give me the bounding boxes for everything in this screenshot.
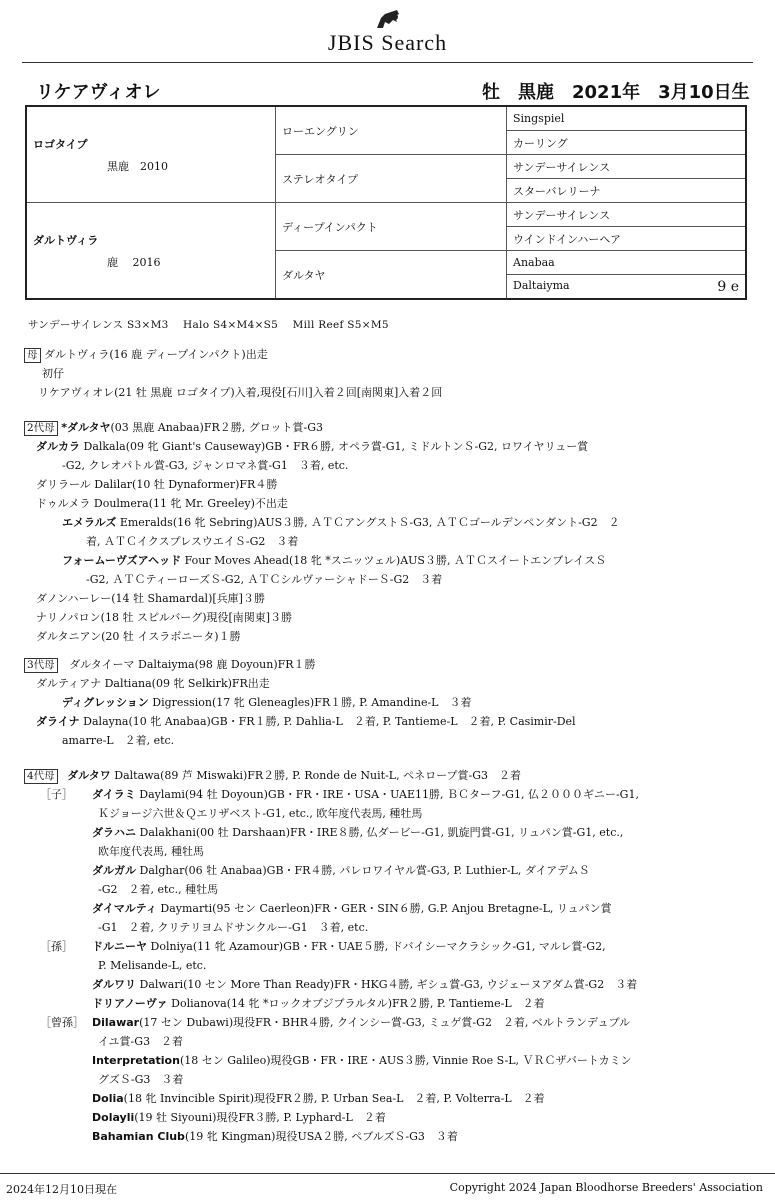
horse-record: イユ賞-G3 ２着: [98, 1035, 184, 1048]
horse-record: 欧年度代表馬, 種牡馬: [98, 845, 204, 858]
dam-line: リケアヴィオレ(21 牡 黒鹿 ロゴタイプ)入着,現役[石川]入着２回[南関東]入着２回: [38, 386, 443, 399]
horse-link[interactable]: Dolia: [92, 1092, 124, 1105]
g2-cell[interactable]: ディープインパクト: [276, 203, 507, 251]
gen4-lines: [24, 785, 754, 1146]
section-label: 母: [24, 348, 41, 363]
offspring-line: [24, 1108, 754, 1127]
horse-link[interactable]: Bahamian Club: [92, 1130, 185, 1143]
g3-cell[interactable]: ウインドインハーヘア: [507, 227, 747, 251]
gen4-section: [24, 766, 754, 1146]
g3-cell[interactable]: サンデーサイレンス: [507, 155, 747, 179]
offspring-line: [24, 712, 754, 731]
g3-cell[interactable]: カーリング: [507, 131, 747, 155]
g3-name[interactable]: Daltaiyma: [513, 278, 570, 292]
sire-name[interactable]: ロゴタイプ: [33, 137, 88, 151]
gen3-section: [24, 655, 754, 750]
horse-record: amarre-L ２着, etc.: [62, 734, 175, 747]
offspring-line: [24, 842, 754, 861]
footer-date: 2024年12月10日現在: [6, 1183, 117, 1196]
offspring-line: [24, 861, 754, 880]
horse-record: ドゥルメラ Doulmera(11 牝 Mr. Greeley)不出走: [36, 497, 288, 510]
footer-copyright: Copyright 2024 Japan Bloodhorse Breeders' Association: [449, 1181, 763, 1194]
offspring-line: [24, 693, 754, 712]
offspring-line: [24, 532, 754, 551]
offspring-line: [24, 1032, 754, 1051]
horse-record: 着, ＡＴＣイクスプレスウエイＳ-G2 ３着: [86, 535, 299, 548]
offspring-line: [24, 570, 754, 589]
horse-link[interactable]: ダイマルティ: [92, 902, 157, 915]
horse-record: Dalakhani(00 牡 Darshaan)FR・IRE８勝, 仏ダービー-G1, 凱旋門賞-G1, リュパン賞-G1, etc.,: [136, 826, 624, 839]
offspring-line: [24, 785, 754, 804]
dam-line: ダルトヴィラ(16 鹿 ディープインパクト)出走: [44, 348, 268, 361]
offspring-line: [24, 475, 754, 494]
dam-detail: 鹿 2016: [107, 255, 161, 269]
header-rule: [22, 62, 753, 63]
horse-info: 牡 黒鹿 2021年 3月10日生: [482, 82, 750, 103]
horse-record: (18 牝 Invincible Spirit)現役FR２勝, P. Urban Sea-L ２着, P. Volterra-L ２着: [123, 1092, 545, 1105]
horse-record: Dalghar(06 牡 Anabaa)GB・FR４勝, パレロワイヤル賞-G3, P. Luthier-L, ダイアデムＳ: [136, 864, 590, 877]
horse-record: -G2, クレオパトル賞-G3, ジャンロマネ賞-G1 ３着, etc.: [62, 459, 349, 472]
dam-name[interactable]: ダルトヴィラ: [33, 233, 99, 247]
offspring-line: [24, 899, 754, 918]
sire-cell: [26, 106, 276, 203]
horse-record: Digression(17 牝 Gleneagles)FR１勝, P. Amandine-L ３着: [148, 696, 472, 709]
g3-cell[interactable]: Singspiel: [507, 106, 747, 131]
logo-text: JBIS Search: [327, 30, 448, 55]
relation-tag: ［曾孫］: [40, 1016, 84, 1029]
dam-section: [24, 345, 754, 402]
offspring-line: [24, 551, 754, 570]
g3-cell[interactable]: Anabaa: [507, 251, 747, 275]
offspring-line: [24, 731, 754, 750]
g2-cell[interactable]: ダルタヤ: [276, 251, 507, 300]
horse-link[interactable]: ダイラミ: [92, 788, 136, 801]
horse-record: Four Moves Ahead(18 牝 *スニッツェル)AUS３勝, ＡＴＣスイートエンブレイスＳ: [181, 554, 607, 567]
family-number: 9 e: [717, 278, 739, 295]
horse-link[interactable]: フォームーヴズアヘッド: [62, 554, 182, 567]
horse-link[interactable]: Dilawar: [92, 1016, 140, 1029]
offspring-line: [24, 494, 754, 513]
offspring-line: [24, 674, 754, 693]
gen2-section: [24, 418, 754, 646]
horse-link[interactable]: ダライナ: [36, 715, 80, 728]
gen2-lines: [24, 437, 754, 646]
pedigree-table: [25, 105, 747, 300]
dam-line: 初仔: [42, 367, 64, 380]
horse-link[interactable]: ドルニーヤ: [92, 940, 147, 953]
horse-record: -G2, ＡＴＣティーローズＳ-G2, ＡＴＣシルヴァーシャドーＳ-G2 ３着: [86, 573, 443, 586]
gen2-head-rest: (03 黒鹿 Anabaa)FR２勝, グロット賞-G3: [110, 421, 324, 434]
horse-record: Daylami(94 牡 Doyoun)GB・FR・IRE・USA・UAE11勝, ＢＣターフ-G1, 仏２０００ギニー-G1,: [135, 788, 639, 801]
offspring-line: [24, 1070, 754, 1089]
horse-link[interactable]: ダルガル: [92, 864, 136, 877]
horse-record: Daymarti(95 セン Caerleon)FR・GER・SIN６勝, G.P. Anjou Bretagne-L, リュパン賞: [156, 902, 612, 915]
g2-cell[interactable]: ローエングリン: [276, 106, 507, 155]
horse-record: Dalwari(10 セン More Than Ready)FR・HKG４勝, ギシュ賞-G3, ウジェーヌアダム賞-G2 ３着: [136, 978, 638, 991]
horse-link[interactable]: ディグレッション: [62, 696, 149, 709]
horse-record: (19 牡 Siyouni)現役FR３勝, P. Lyphard-L ２着: [134, 1111, 386, 1124]
offspring-line: [24, 627, 754, 646]
horse-record: ダリラール Dalilar(10 牡 Dynaformer)FR４勝: [36, 478, 278, 491]
horse-link[interactable]: ダルワリ: [92, 978, 136, 991]
horse-record: -G1 ２着, クリテリヨムドサンクルー-G1 ３着, etc.: [98, 921, 369, 934]
relation-tag: ［孫］: [40, 940, 73, 953]
horse-record: (19 牝 Kingman)現役USA２勝, ペブルズＳ-G3 ３着: [184, 1130, 458, 1143]
gen3-head: ダルタイーマ Daltaiyma(98 鹿 Doyoun)FR１勝: [69, 658, 316, 671]
gen4-head-name: ダルタワ: [67, 769, 111, 782]
horse-link[interactable]: ダラハニ: [92, 826, 136, 839]
offspring-line: [24, 1051, 754, 1070]
horse-record: (18 セン Galileo)現役GB・FR・IRE・AUS３勝, Vinnie Roe S-L, ＶＲＣザバートカミン: [179, 1054, 632, 1067]
horse-link[interactable]: Interpretation: [92, 1054, 180, 1067]
horse-record: Dalayna(10 牝 Anabaa)GB・FR１勝, P. Dahlia-L ２着, P. Tantieme-L ２着, P. Casimir-Del: [79, 715, 576, 728]
offspring-line: [24, 1013, 754, 1032]
horse-record: -G2 ２着, etc., 種牡馬: [98, 883, 219, 896]
horse-record: ナリノパロン(18 牡 スピルバーグ)現役[南関東]３勝: [36, 611, 293, 624]
gen3-lines: [24, 674, 754, 750]
footer-rule: [0, 1173, 775, 1174]
horse-record: ダルタニアン(20 牡 イスラボニータ)１勝: [36, 630, 241, 643]
offspring-line: [24, 456, 754, 475]
dam-cell: [26, 203, 276, 300]
offspring-line: [24, 437, 754, 456]
offspring-line: [24, 513, 754, 532]
horse-record: ダルティアナ Daltiana(09 牝 Selkirk)FR出走: [36, 677, 270, 690]
horse-record: (17 セン Dubawi)現役FR・BHR４勝, クインシー賞-G3, ミュゲ賞-G2 ２着, ベルトランデュブル: [139, 1016, 631, 1029]
horse-logo-icon: [371, 8, 405, 32]
horse-record: Dolianova(14 牝 *ロックオブジブラルタル)FR２勝, P. Tantieme-L ２着: [167, 997, 545, 1010]
offspring-line: [24, 937, 754, 956]
gen4-head-rest: Daltawa(89 芦 Miswaki)FR２勝, P. Ronde de Nuit-L, ペネロープ賞-G3 ２着: [110, 769, 522, 782]
offspring-line: [24, 918, 754, 937]
horse-record: Dalkala(09 牝 Giant's Causeway)GB・FR６勝, オペラ賞-G1, ミドルトンＳ-G2, ロワイヤリュー賞: [80, 440, 589, 453]
horse-link[interactable]: エメラルズ: [62, 516, 117, 529]
g3-cell-last: [507, 275, 747, 300]
horse-record: P. Melisande-L, etc.: [98, 959, 207, 972]
sire-detail: 黒鹿 2010: [107, 159, 168, 173]
gen2-head-name: *ダルタヤ: [61, 421, 111, 434]
g2-cell[interactable]: ステレオタイプ: [276, 155, 507, 203]
horse-link[interactable]: ドリアノーヴァ: [92, 997, 168, 1010]
relation-tag: ［子］: [40, 788, 73, 801]
offspring-line: [24, 823, 754, 842]
section-label: 3代母: [24, 658, 58, 673]
horse-record: Ｋジョージ六世＆Ｑエリザベスト-G1, etc., 欧年度代表馬, 種牡馬: [98, 807, 423, 820]
section-label: 4代母: [24, 769, 58, 784]
offspring-line: [24, 956, 754, 975]
horse-record: グズＳ-G3 ３着: [98, 1073, 184, 1086]
horse-link[interactable]: ダルカラ: [36, 440, 80, 453]
offspring-line: [24, 880, 754, 899]
horse-record: Emeralds(16 牝 Sebring)AUS３勝, ＡＴＣアングストＳ-G3, ＡＴＣゴールデンペンダント-G2 ２: [116, 516, 620, 529]
jbis-logo[interactable]: [0, 8, 775, 56]
offspring-line: [24, 804, 754, 823]
g3-cell[interactable]: スターバレリーナ: [507, 179, 747, 203]
section-label: 2代母: [24, 421, 58, 436]
horse-link[interactable]: Dolayli: [92, 1111, 135, 1124]
horse-record: Dolniya(11 牝 Azamour)GB・FR・UAE５勝, ドバイシーマクラシック-G1, マルレ賞-G2,: [147, 940, 606, 953]
offspring-line: [24, 1127, 754, 1146]
offspring-line: [24, 994, 754, 1013]
inbreeding-line: サンデーサイレンス S3×M3 Halo S4×M4×S5 Mill Reef S5×M5: [28, 319, 389, 331]
g3-cell[interactable]: サンデーサイレンス: [507, 203, 747, 227]
offspring-line: [24, 608, 754, 627]
offspring-line: [24, 1089, 754, 1108]
horse-name: リケアヴィオレ: [36, 82, 161, 103]
horse-record: ダノンハーレー(14 牡 Shamardal)[兵庫]３勝: [36, 592, 265, 605]
offspring-line: [24, 975, 754, 994]
offspring-line: [24, 589, 754, 608]
